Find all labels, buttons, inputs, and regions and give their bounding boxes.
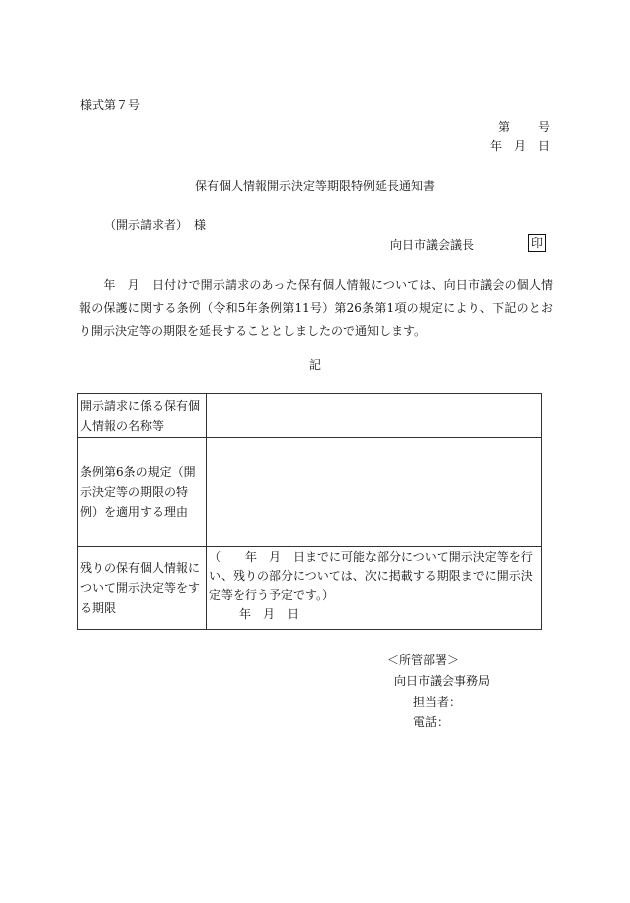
sender-name: 向日市議会議長 [390, 238, 475, 252]
department-header: ＜所管部署＞ [387, 653, 460, 667]
table-row [78, 547, 542, 630]
document-number [498, 121, 550, 133]
ki-heading: 記 [308, 358, 321, 372]
body-paragraph: 年 月 日付けで開示請求のあった保有個人情報については、向日市議会の個人情報の保護に関する条例（令和5年条例第11号）第26条第1項の規定により、下記のとおり開示決定等の期限を延長することとしましたので通知します。 [79, 278, 553, 338]
table-row [78, 438, 542, 547]
seal-mark: 印 [528, 234, 546, 252]
deadline-note: （ 年 月 日までに可能な部分について開示決定等を行い、残りの部分については、次に掲載する期限までに開示決定等を行う予定です。） [209, 550, 533, 602]
info-table [77, 393, 542, 630]
document-title: 保有個人情報開示決定等期限特例延長通知書 [194, 179, 435, 193]
row-label-deadline: 残りの保有個人情報について開示決定等をする期限 [78, 547, 207, 630]
row-label-reason: 条例第6条の規定（開示決定等の期限の特例）を適用する理由 [78, 438, 207, 547]
deadline-date: 年 月 日 [239, 607, 300, 621]
row-value-deadline [207, 547, 542, 630]
form-number: 様式第７号 [80, 98, 141, 112]
issue-date: 年 月 日 [489, 139, 550, 153]
department-name: 向日市議会事務局 [394, 674, 491, 688]
row-label-info-name: 開示請求に係る保有個人情報の名称等 [78, 394, 207, 438]
person-in-charge-label: 担当者： [413, 695, 462, 709]
table-row [78, 394, 542, 438]
document-number-prefix: 第 [497, 120, 510, 134]
phone-label: 電話： [413, 715, 450, 729]
row-value-info-name [207, 394, 542, 438]
row-value-reason [207, 438, 542, 547]
document-number-suffix: 号 [537, 120, 550, 134]
addressee: （開示請求者） 様 [104, 218, 207, 232]
